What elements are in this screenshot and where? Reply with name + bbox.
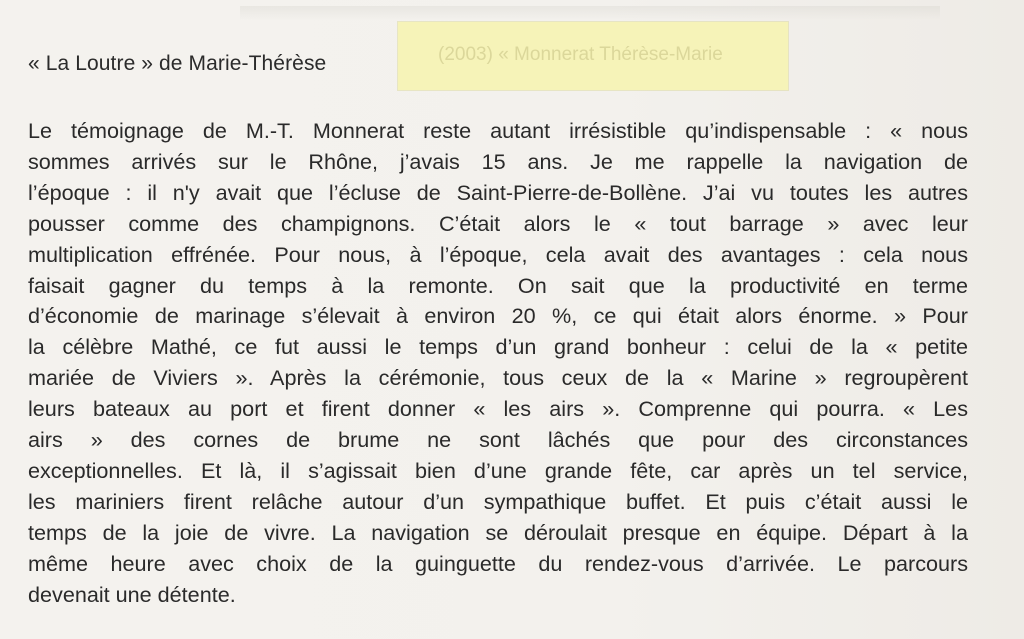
paragraph-line: mariée de Viviers ». Après la cérémonie, tous ceux de la « Marine » regroupèrent xyxy=(28,365,968,391)
sticky-note-faded-text: (2003) « Monnerat Thérèse-Marie xyxy=(438,44,723,65)
paragraph-line: l’époque : il n'y avait que l’écluse de Saint-Pierre-de-Bollène. J’ai vu toutes les autres xyxy=(28,179,968,205)
paragraph-line: pousser comme des champignons. C’était alors le « tout barrage » avec leur xyxy=(28,210,968,236)
sticky-note xyxy=(398,22,788,90)
paragraph-line: leurs bateaux au port et firent donner « les airs ». Comprenne qui pourra. « Les xyxy=(28,396,968,422)
paragraph-line: sommes arrivés sur le Rhône, j’avais 15 ans. Je me rappelle la navigation de xyxy=(28,148,968,174)
bleed-through-shadow xyxy=(240,6,940,20)
paragraph-line: Le témoignage de M.-T. Monnerat reste autant irrésistible qu’indispensable : « nous xyxy=(28,118,968,143)
paragraph-line: airs » des cornes de brume ne sont lâchés que pour des circonstances xyxy=(28,427,968,453)
paragraph-line: la célèbre Mathé, ce fut aussi le temps d’un grand bonheur : celui de la « petite xyxy=(28,334,968,360)
paragraph-line: multiplication effrénée. Pour nous, à l’époque, cela avait des avantages : cela nous xyxy=(28,241,968,267)
paragraph-line: même heure avec choix de la guinguette du rendez-vous d’arrivée. Le parcours xyxy=(28,550,968,576)
paragraph-line: les mariniers firent relâche autour d’un sympathique buffet. Et puis c’était aussi le xyxy=(28,488,968,514)
section-heading: « La Loutre » de Marie-Thérèse xyxy=(28,52,327,75)
paragraph-line: d’économie de marinage s’élevait à environ 20 %, ce qui était alors énorme. » Pour xyxy=(28,303,968,329)
paragraph-line: exceptionnelles. Et là, il s’agissait bien d’une grande fête, car après un tel service, xyxy=(28,457,968,483)
paragraph-line: faisait gagner du temps à la remonte. On sait que la productivité en terme xyxy=(28,272,968,298)
body-paragraph xyxy=(28,116,968,611)
paragraph-line: temps de la joie de vivre. La navigation se déroulait presque en équipe. Départ à la xyxy=(28,519,968,545)
paragraph-line: devenait une détente. xyxy=(28,581,236,607)
